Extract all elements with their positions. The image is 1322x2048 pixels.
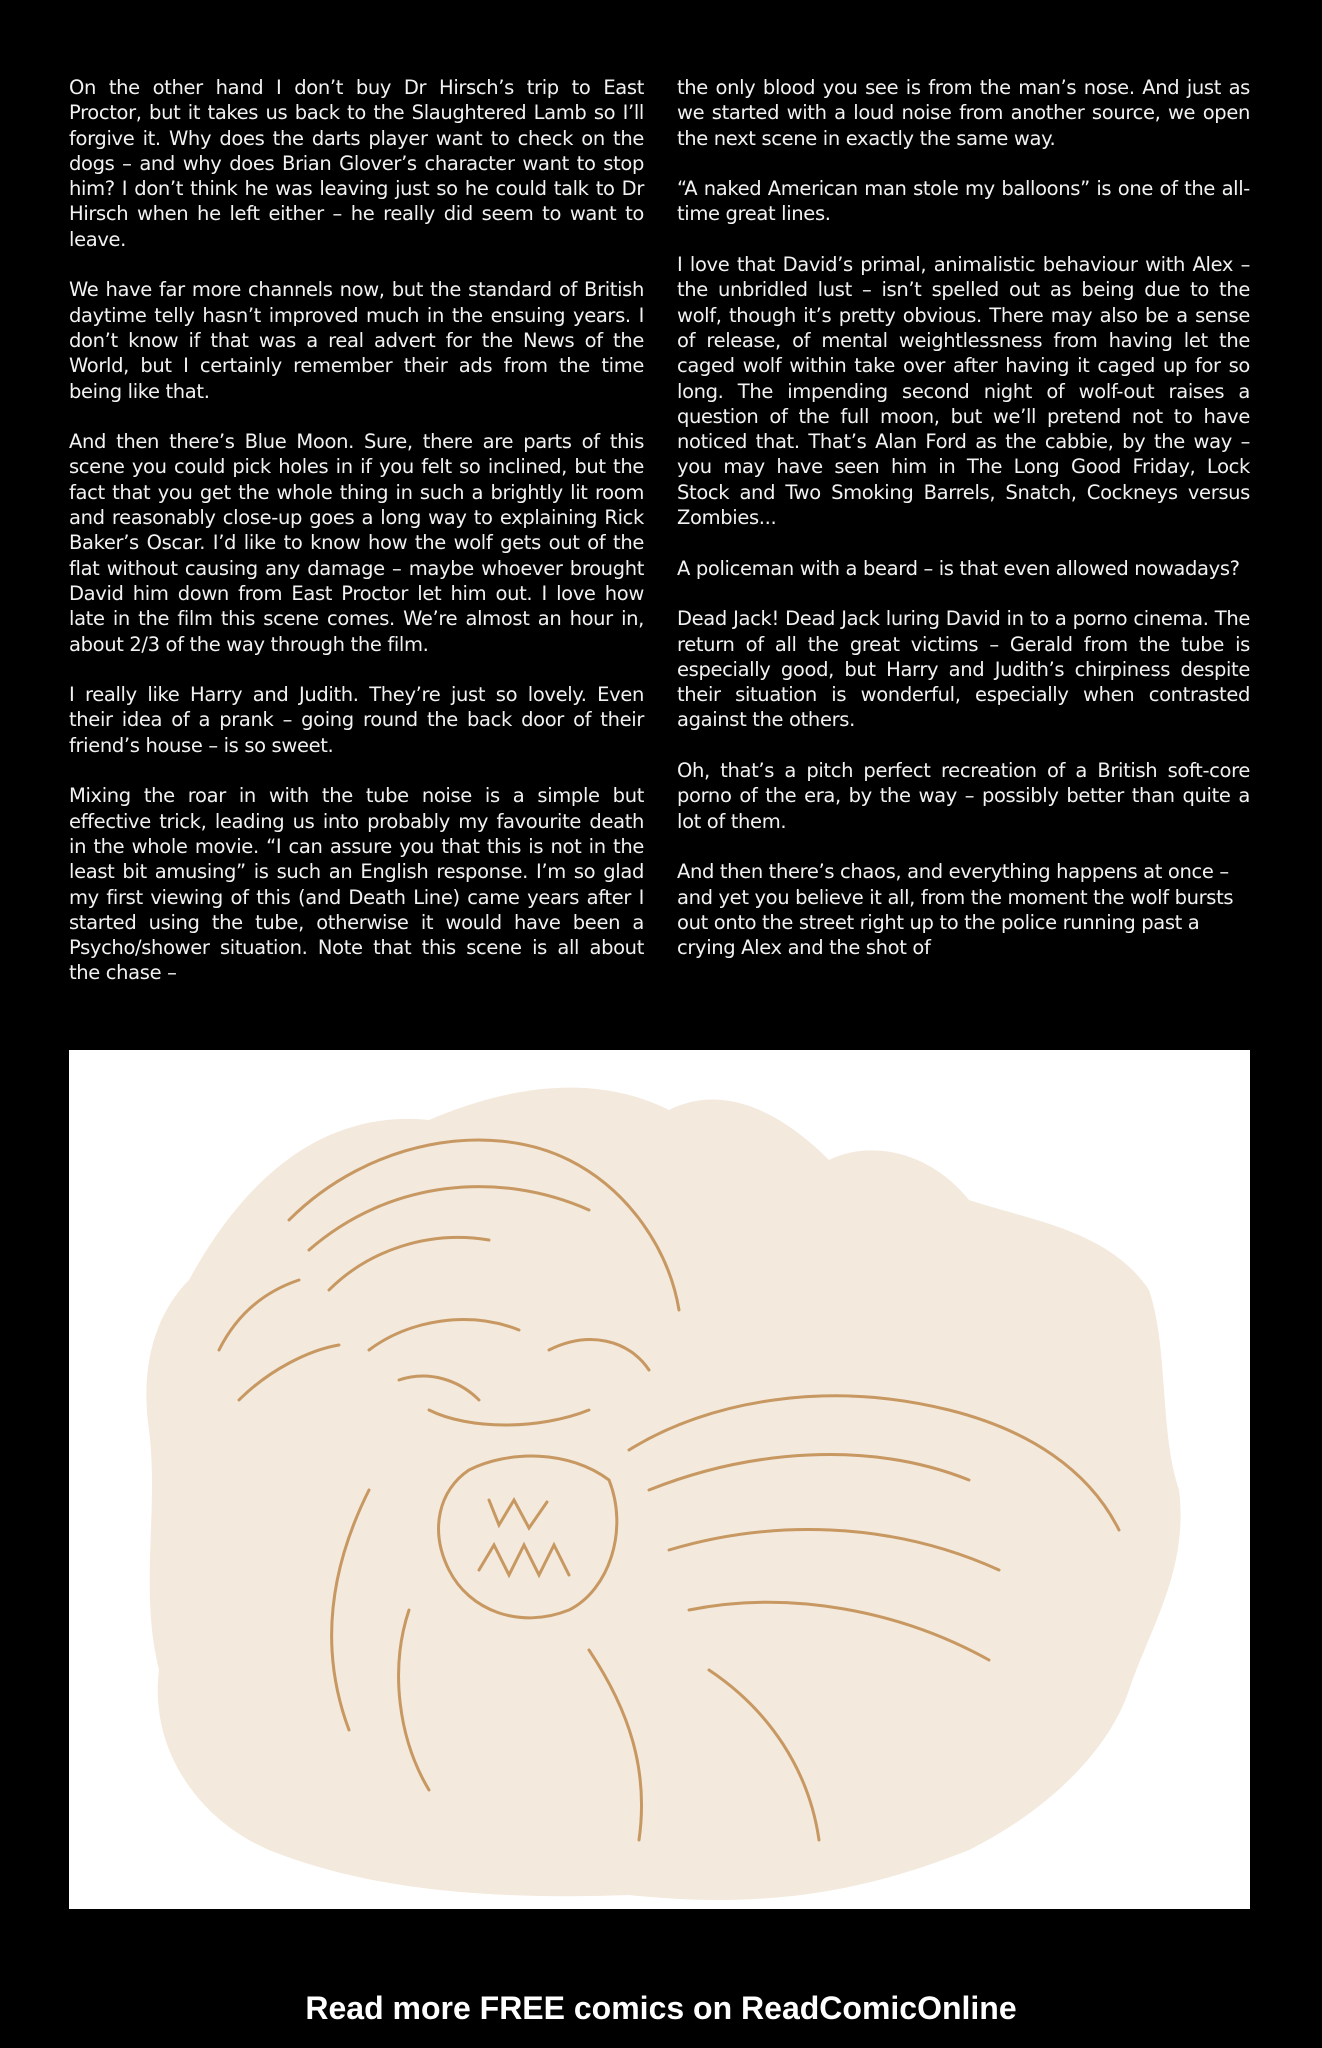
footer-promo-text: Read more FREE comics on ReadComicOnline — [305, 1990, 1017, 2026]
paragraph: And then there’s Blue Moon. Sure, there are parts of this scene you could pick holes in if you felt so inclined, but the fact that you get the whole thing in such a brightly lit room and reasonably close-up goes a long way to explaining Rick Baker’s Oscar. I’d like to know how the wolf gets out of the flat without causing any damage – maybe whoever brought David him down from East Proctor let him out. I love how late in the film this scene comes. We’re almost an hour in, about 2/3 of the way through the film. — [69, 430, 644, 656]
paragraph: I really like Harry and Judith. They’re just so lovely. Even their idea of a prank – going round the back door of their friend’s house – is so sweet. — [69, 683, 644, 757]
paragraph: Mixing the roar in with the tube noise is a simple but effective trick, leading us into probably my favourite death in the whole movie. “I can assure you that this is not in the least bit amusing” is such an English response. I’m so glad my first viewing of this (and Death Line) came years after I started using the tube, otherwise it would have been a Psycho/shower situation. Note that this scene is all about the chase – — [69, 784, 644, 985]
paragraph: A policeman with a beard – is that even allowed nowadays? — [677, 556, 1240, 580]
paragraph: And then there’s chaos, and everything happens at once – and yet you believe it all, from the moment the wolf bursts out onto the street right up to the police running past a crying Alex and the shot of — [677, 860, 1234, 960]
paragraph: Oh, that’s a pitch perfect recreation of a British soft-core porno of the era, by the way – possibly better than quite a lot of them. — [677, 759, 1250, 833]
paragraph: Dead Jack! Dead Jack luring David in to a porno cinema. The return of all the great victims – Gerald from the tube is especially good, but Harry and Judith’s chirpiness despite their situation is wonderful, especially when contrasted against the others. — [677, 607, 1250, 732]
werewolf-sketch-illustration — [69, 1050, 1250, 1909]
paragraph: the only blood you see is from the man’s nose. And just as we started with a loud noise from another source, we open the next scene in exactly the same way. — [677, 76, 1250, 150]
paragraph: “A naked American man stole my balloons” is one of the all-time great lines. — [677, 177, 1250, 226]
right-text-column — [677, 75, 1250, 986]
left-text-column — [69, 75, 644, 1011]
paragraph: On the other hand I don’t buy Dr Hirsch’s trip to East Proctor, but it takes us back to the Slaughtered Lamb so I’ll forgive it. Why does the darts player want to check on the dogs – and why does Brian Glover’s character want to stop him? I don’t think he was leaving just so he could talk to Dr Hirsch when he left either – he really did seem to want to leave. — [69, 76, 644, 251]
paragraph: I love that David’s primal, animalistic behaviour with Alex – the unbridled lust – isn’t spelled out as being due to the wolf, though it’s pretty obvious. There may also be a sense of release, of mental weightlessness from having let the caged wolf within take over after having it caged up for so long. The impending second night of wolf-out raises a question of the full moon, but we’ll pretend not to have noticed that. That’s Alan Ford as the cabbie, by the way – you may have seen him in The Long Good Friday, Lock Stock and Two Smoking Barrels, Snatch, Cockneys versus Zombies... — [677, 253, 1250, 530]
paragraph: We have far more channels now, but the standard of British daytime telly hasn’t improved much in the ensuing years. I don’t know if that was a real advert for the News of the World, but I certainly remember their ads from the time being like that. — [69, 278, 644, 403]
